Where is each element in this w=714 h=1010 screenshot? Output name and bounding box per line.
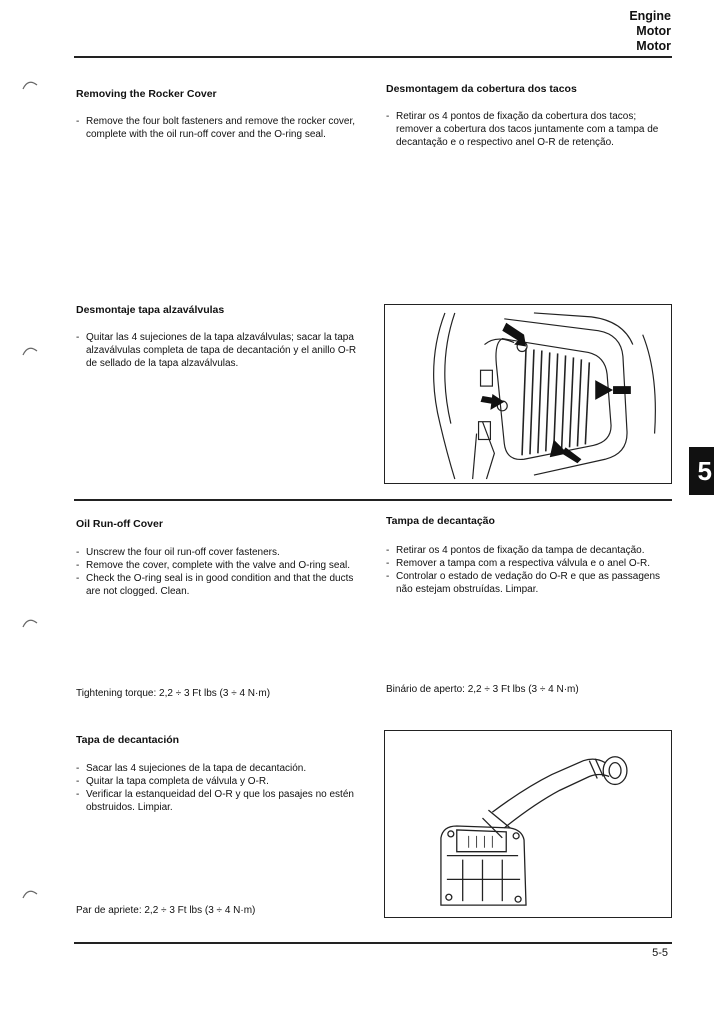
oil-steps-pt xyxy=(386,544,674,596)
rocker-steps-en xyxy=(76,115,366,141)
oil-step-pt: - Retirar os 4 pontos de fixação da tampa de decantação. xyxy=(386,544,674,557)
header-line-motor-pt: Motor xyxy=(636,24,671,38)
torque-es: Par de apriete: 2,2 ÷ 3 Ft lbs (3 ÷ 4 N·m) xyxy=(76,905,256,916)
oil-step-pt: - Remover a tampa com a respectiva válvula e o anel O-R. xyxy=(386,557,674,570)
binder-hole-mark xyxy=(22,615,38,629)
binder-hole-mark xyxy=(22,343,38,357)
oil-title-en: Oil Run-off Cover xyxy=(76,518,163,530)
header-line-motor-es: Motor xyxy=(636,39,671,53)
oil-title-es: Tapa de decantación xyxy=(76,734,180,746)
oil-step-en: - Unscrew the four oil run-off cover fasteners. xyxy=(76,546,366,559)
oil-title-pt: Tampa de decantação xyxy=(386,515,495,527)
rocker-title-en: Removing the Rocker Cover xyxy=(76,88,217,100)
header-line-engine: Engine xyxy=(629,9,671,23)
rocker-step-en: - Remove the four bolt fasteners and remove the rocker cover, complete with the oil run-off cover and the O-ring seal. xyxy=(76,115,366,141)
header-rule xyxy=(74,56,672,58)
rocker-steps-pt xyxy=(386,110,674,149)
oil-steps-es xyxy=(76,762,368,814)
rocker-cover-illustration xyxy=(384,304,672,484)
rocker-steps-es xyxy=(76,331,368,370)
oil-runoff-cover-illustration xyxy=(384,730,672,918)
oil-step-es: - Quitar la tapa completa de válvula y O-R. xyxy=(76,775,368,788)
rocker-step-pt: - Retirar os 4 pontos de fixação da cobertura dos tacos; remover a cobertura dos tacos juntamente com a tampa de decantação e o respectivo anel O-R de retenção. xyxy=(386,110,674,149)
section-tab: 5 xyxy=(689,447,714,495)
section-rule xyxy=(74,499,672,501)
oil-steps-en xyxy=(76,546,366,598)
oil-step-pt: - Controlar o estado de vedação do O-R e que as passagens não estejam obstruídas. Limpar. xyxy=(386,570,674,596)
oil-step-en: - Check the O-ring seal is in good condition and that the ducts are not clogged. Clean. xyxy=(76,572,366,598)
oil-step-es: - Sacar las 4 sujeciones de la tapa de decantación. xyxy=(76,762,368,775)
page-number: 5-5 xyxy=(652,947,668,959)
torque-pt: Binário de aperto: 2,2 ÷ 3 Ft lbs (3 ÷ 4 N·m) xyxy=(386,684,579,695)
rocker-title-pt: Desmontagem da cobertura dos tacos xyxy=(386,83,577,95)
footer-rule xyxy=(74,942,672,944)
rocker-step-es: - Quitar las 4 sujeciones de la tapa alzaválvulas; sacar la tapa alzaválvulas completa de tapa de decantación y el anillo O-R de sellado de la tapa alzaválvulas. xyxy=(76,331,368,370)
binder-hole-mark xyxy=(22,886,38,900)
oil-step-es: - Verificar la estanqueidad del O-R y que los pasajes no estén obstruidos. Limpiar. xyxy=(76,788,368,814)
rocker-title-es: Desmontaje tapa alzaválvulas xyxy=(76,304,225,316)
oil-cover-drawing xyxy=(385,731,671,917)
rocker-cover-drawing xyxy=(385,305,671,483)
oil-step-en: - Remove the cover, complete with the valve and O-ring seal. xyxy=(76,559,366,572)
binder-hole-mark xyxy=(22,77,38,91)
torque-en: Tightening torque: 2,2 ÷ 3 Ft lbs (3 ÷ 4 N·m) xyxy=(76,688,271,699)
page-header xyxy=(629,9,671,54)
